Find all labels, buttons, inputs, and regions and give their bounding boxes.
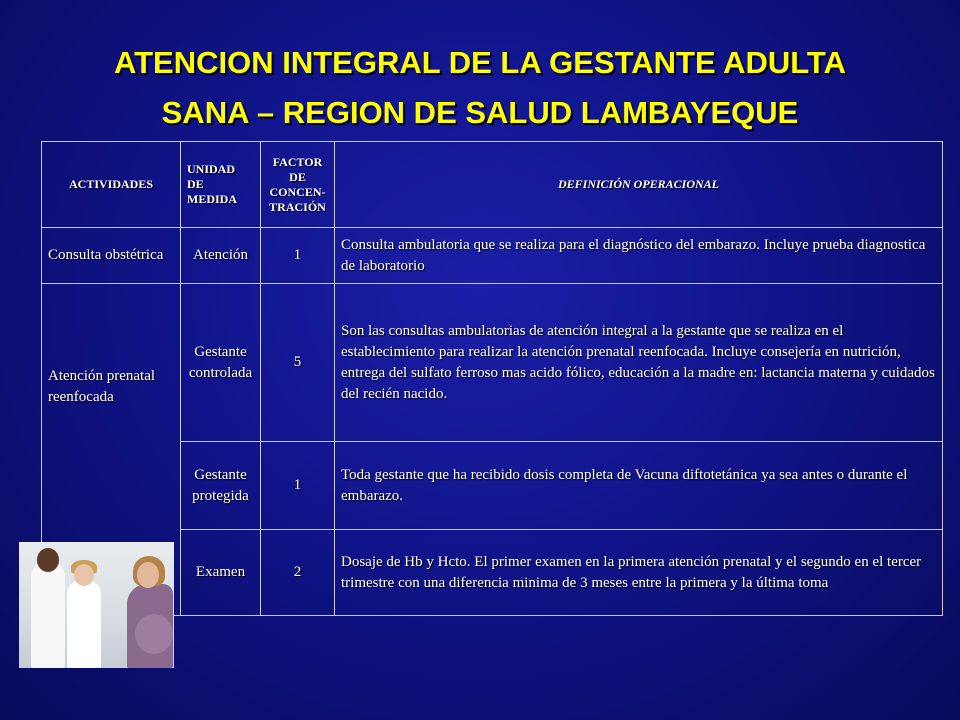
header-definicion: DEFINICIÓN OPERACIONAL xyxy=(335,142,943,228)
activities-table xyxy=(41,141,943,616)
cell-definicion: Toda gestante que ha recibido dosis completa de Vacuna diftotetánica ya sea antes o durante el embarazo. xyxy=(335,442,943,530)
title-line-2: SANA – REGION DE SALUD LAMBAYEQUE xyxy=(161,95,799,130)
medical-staff-photo xyxy=(19,542,174,668)
cell-factor: 5 xyxy=(261,284,335,442)
table-header-row xyxy=(42,142,943,228)
nurse-head xyxy=(74,564,94,586)
pregnant-belly xyxy=(135,614,173,654)
doctor-figure xyxy=(31,562,65,668)
table-row xyxy=(42,284,943,442)
header-actividades: ACTIVIDADES xyxy=(42,142,181,228)
cell-actividad: Atención prenatal reenfocada xyxy=(42,284,181,616)
header-unidad: UNIDAD DE MEDIDA xyxy=(181,142,261,228)
cell-definicion: Son las consultas ambulatorias de atención integral a la gestante que se realiza en el establecimiento para realizar la atención prenatal reenfocada. Incluye consejería en nutrición, entrega del sulfato ferroso mas acido fólico, educación a la madre en: lactancia materna y cuidados del recién nacido. xyxy=(335,284,943,442)
doctor-head xyxy=(37,548,59,572)
cell-unidad: Gestante protegida xyxy=(181,442,261,530)
title-line-1: ATENCION INTEGRAL DE LA GESTANTE ADULTA xyxy=(114,45,846,80)
cell-actividad: Consulta obstétrica xyxy=(42,228,181,284)
nurse-figure xyxy=(67,580,101,668)
header-factor: FACTOR DE CONCEN-TRACIÓN xyxy=(261,142,335,228)
pregnant-woman-head xyxy=(137,562,159,588)
cell-factor: 2 xyxy=(261,530,335,616)
cell-unidad: Atención xyxy=(181,228,261,284)
cell-factor: 1 xyxy=(261,442,335,530)
slide-title xyxy=(40,38,920,138)
cell-definicion: Dosaje de Hb y Hcto. El primer examen en la primera atención prenatal y el segundo en el tercer trimestre con una diferencia minima de 3 meses entre la primera y la última toma xyxy=(335,530,943,616)
cell-unidad: Examen xyxy=(181,530,261,616)
cell-factor: 1 xyxy=(261,228,335,284)
cell-definicion: Consulta ambulatoria que se realiza para el diagnóstico del embarazo. Incluye prueba diagnostica de laboratorio xyxy=(335,228,943,284)
table-row xyxy=(42,228,943,284)
cell-unidad: Gestante controlada xyxy=(181,284,261,442)
